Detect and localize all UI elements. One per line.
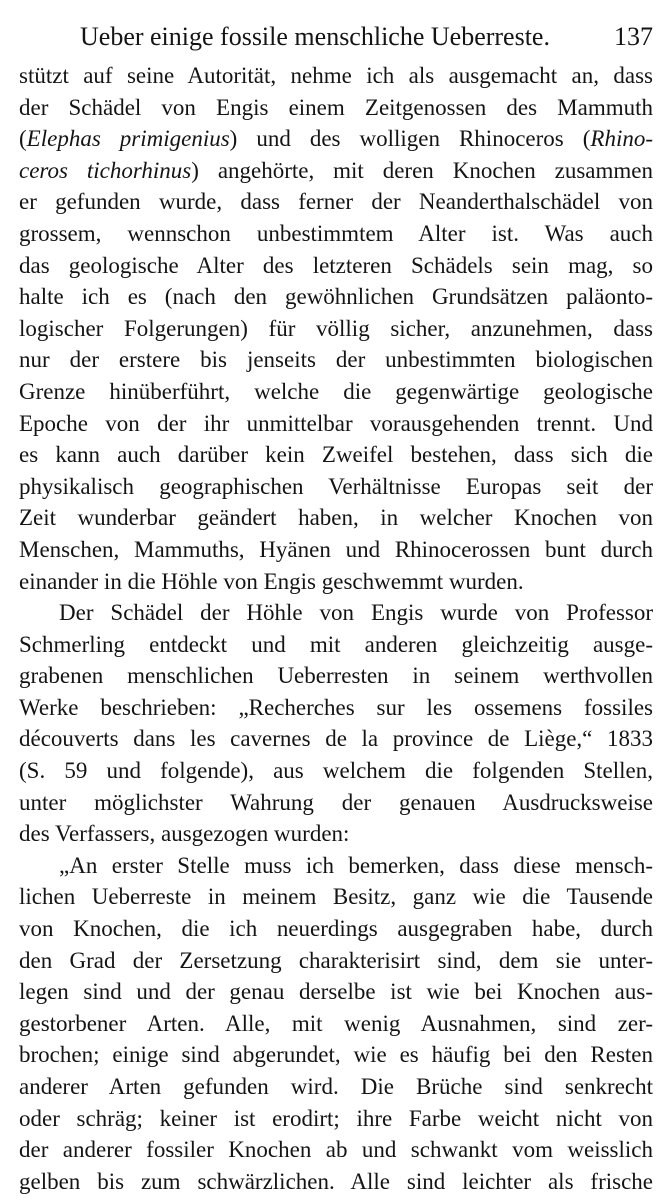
- text-line: der Schädel von Engis einem Zeitgenossen des Mammuth: [19, 94, 653, 120]
- text-line: es kann auch darüber kein Zweifel bestehen, dass sich die: [19, 442, 653, 468]
- text-line: halte ich es (nach den gewöhnlichen Grundsätzen paläonto-: [19, 284, 653, 310]
- text-line: grossem, wennschon unbestimmtem Alter ist. Was auch: [19, 220, 653, 246]
- text-line: unter möglichster Wahrung der genauen Ausdrucksweise: [19, 789, 653, 815]
- text-line: den Grad der Zersetzung charakterisirt sind, dem sie unter-: [19, 947, 653, 973]
- text-line: Menschen, Mammuths, Hyänen und Rhinocerossen bunt durch: [19, 536, 653, 562]
- text-line: stützt auf seine Autorität, nehme ich als ausgemacht an, dass: [19, 63, 653, 88]
- text-line: grabenen menschlichen Ueberresten in seinem werthvollen: [19, 663, 653, 689]
- text-line: physikalisch geographischen Verhältnisse Europas seit der: [19, 473, 653, 499]
- running-head: [80, 20, 653, 54]
- text-line: Werke beschrieben: „Recherches sur les ossemens fossiles: [19, 694, 653, 720]
- text-line: anderer Arten gefunden wird. Die Brüche sind senkrecht: [19, 1074, 653, 1099]
- paragraph-end-line: einander in die Höhle von Engis geschwemmt wurden.: [19, 568, 524, 594]
- text-line: legen sind und der genau derselbe ist wie bei Knochen aus-: [19, 979, 653, 1005]
- text-line: gestorbener Arten. Alle, mit wenig Ausnahmen, sind zer-: [19, 1010, 653, 1036]
- text-line: nur der erstere bis jenseits der unbestimmten biologischen: [19, 347, 653, 373]
- text-line: von Knochen, die ich neuerdings ausgegraben habe, durch: [19, 916, 653, 942]
- text-line: brochen; einige sind abgerundet, wie es häufig bei den Resten: [19, 1042, 653, 1068]
- italic-species-name: Rhino-: [590, 126, 653, 152]
- text-line: gelben bis zum schwärzlichen. Alle sind leichter als frische: [19, 1168, 653, 1194]
- body-text: [19, 60, 653, 1197]
- paragraph-start-line: Der Schädel der Höhle von Engis wurde von Professor: [59, 600, 653, 626]
- italic-species-name: Elephas primigenius: [26, 126, 230, 152]
- text-line: er gefunden wurde, dass ferner der Neanderthalschädel von: [19, 189, 653, 215]
- text-line: logischer Folgerungen) für völlig sicher, anzunehmen, dass: [19, 315, 653, 341]
- page-number: 137: [614, 22, 653, 51]
- text-line: Schmerling entdeckt und mit anderen gleichzeitig ausge-: [19, 631, 653, 657]
- running-title: Ueber einige fossile menschliche Ueberreste.: [80, 22, 550, 51]
- text-line: Grenze hinüberführt, welche die gegenwärtige geologische: [19, 378, 653, 404]
- italic-species-name: ceros tichorhinus: [19, 157, 192, 183]
- text-line: Epoche von der ihr unmittelbar vorausgehenden trennt. Und: [19, 410, 653, 436]
- text-line: (S. 59 und folgende), aus welchem die folgenden Stellen,: [19, 758, 653, 784]
- text-line: découverts dans les cavernes de la province de Liège,“ 1833: [19, 726, 653, 752]
- text-line: das geologische Alter des letzteren Schädels sein mag, so: [19, 252, 653, 278]
- text-line: ceros tichorhinus) angehörte, mit deren Knochen zusammen: [19, 157, 653, 183]
- text-line: der anderer fossiler Knochen ab und schwankt vom weisslich: [19, 1137, 653, 1163]
- paragraph-start-line: „An erster Stelle muss ich bemerken, dass diese mensch-: [59, 852, 653, 878]
- text-line: (Elephas primigenius) und des wolligen Rhinoceros (Rhino-: [19, 126, 653, 152]
- text-line: lichen Ueberreste in meinem Besitz, ganz wie die Tausende: [19, 884, 653, 910]
- text-line: oder schräg; keiner ist erodirt; ihre Farbe weicht nicht von: [19, 1105, 653, 1131]
- paragraph-end-line: des Verfassers, ausgezogen wurden:: [19, 821, 350, 847]
- text-line: Zeit wunderbar geändert haben, in welcher Knochen von: [19, 505, 653, 531]
